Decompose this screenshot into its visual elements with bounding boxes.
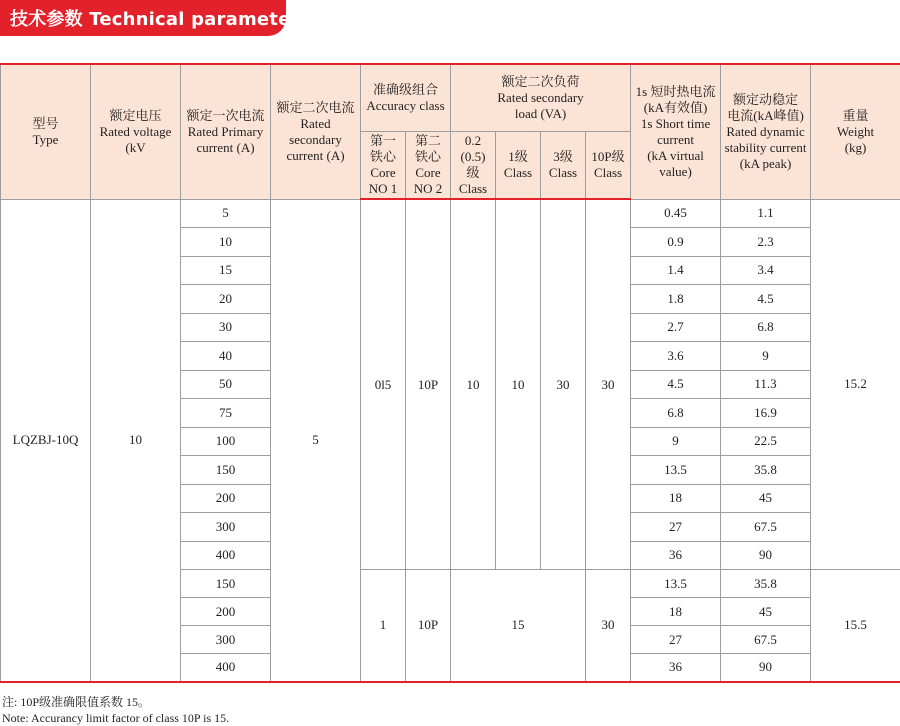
header-text-line: (kV: [125, 139, 146, 155]
short-time-current-cell: 3.6: [631, 342, 721, 371]
header-row-1: [1, 64, 900, 131]
header-text-line: current (A): [286, 147, 345, 163]
header-text-line: secondary: [289, 131, 342, 147]
dynamic-current-cell: 35.8: [721, 456, 811, 485]
header-load-1-class: [496, 131, 541, 199]
primary-current-cell: 100: [181, 427, 271, 456]
header-text-line: 型号: [32, 115, 59, 131]
load-10p-cell: 30: [586, 570, 631, 682]
table-row: [1, 199, 900, 228]
header-text-line: 重量: [842, 107, 869, 123]
short-time-current-cell: 18: [631, 484, 721, 513]
dynamic-current-cell: 3.4: [721, 256, 811, 285]
header-text-line: 额定二次电流: [276, 99, 355, 115]
header-text-line: Core: [370, 164, 396, 180]
header-text-line: 1s 短时热电流: [635, 83, 716, 99]
header-text-line: Rated: [300, 115, 331, 131]
dynamic-current-cell: 45: [721, 484, 811, 513]
type-cell: LQZBJ-10Q: [1, 199, 91, 682]
primary-current-cell: 150: [181, 456, 271, 485]
header-text-line: 3级: [553, 148, 573, 164]
short-time-current-cell: 1.8: [631, 285, 721, 314]
header-text-line: NO 1: [368, 180, 398, 196]
header-text-line: 额定电压: [109, 107, 162, 123]
dynamic-current-cell: 90: [721, 541, 811, 570]
dynamic-current-cell: 45: [721, 598, 811, 626]
header-load-0-2-class: [451, 131, 496, 199]
dynamic-current-cell: 67.5: [721, 626, 811, 654]
header-text-line: 准确级组合: [373, 81, 439, 97]
dynamic-current-cell: 16.9: [721, 399, 811, 428]
header-text-line: Class: [548, 164, 578, 180]
dynamic-current-cell: 11.3: [721, 370, 811, 399]
header-text-line: Rated Primary: [187, 123, 264, 139]
header-text-line: 1级: [508, 148, 528, 164]
header-rated-secondary-load: [451, 64, 631, 131]
header-text-line: 额定动稳定: [733, 91, 799, 107]
secondary-current-cell: 5: [271, 199, 361, 682]
rated-voltage-cell: 10: [91, 199, 181, 682]
load-1-cell: 10: [496, 199, 541, 570]
core-1-cell: 0l5: [361, 199, 406, 570]
header-text-line: 第一: [369, 132, 396, 148]
primary-current-cell: 200: [181, 598, 271, 626]
header-text-line: 电流(kA峰值): [727, 107, 804, 123]
core-2-cell: 10P: [406, 199, 451, 570]
header-text-line: Class: [593, 164, 623, 180]
primary-current-cell: 400: [181, 541, 271, 570]
header-text-line: current (A): [196, 139, 255, 155]
primary-current-cell: 10: [181, 228, 271, 257]
dynamic-current-cell: 22.5: [721, 427, 811, 456]
short-time-current-cell: 13.5: [631, 456, 721, 485]
primary-current-cell: 30: [181, 313, 271, 342]
short-time-current-cell: 9: [631, 427, 721, 456]
header-accuracy-class: [361, 64, 451, 131]
header-text-line: (0.5): [460, 148, 486, 164]
dynamic-current-cell: 1.1: [721, 199, 811, 228]
header-dynamic-stability-current: [721, 64, 811, 199]
header-text-line: 0.2: [464, 132, 482, 148]
header-text-line: 额定二次负荷: [501, 73, 580, 89]
short-time-current-cell: 18: [631, 598, 721, 626]
header-short-time-current: [631, 64, 721, 199]
header-rated-secondary-current: [271, 64, 361, 199]
header-load-10p-class: [586, 131, 631, 199]
primary-current-cell: 300: [181, 513, 271, 542]
header-weight: [811, 64, 900, 199]
header-text-line: Class: [503, 164, 533, 180]
header-rated-primary-current: [181, 64, 271, 199]
header-text-line: current: [657, 131, 694, 147]
primary-current-cell: 75: [181, 399, 271, 428]
short-time-current-cell: 27: [631, 626, 721, 654]
primary-current-cell: 150: [181, 570, 271, 598]
load-0-2-cell: 10: [451, 199, 496, 570]
primary-current-cell: 15: [181, 256, 271, 285]
primary-current-cell: 40: [181, 342, 271, 371]
header-text-line: 铁心: [415, 148, 442, 164]
header-text-line: (kg): [844, 139, 867, 155]
header-text-line: Weight: [836, 123, 875, 139]
header-text-line: load (VA): [514, 105, 567, 121]
short-time-current-cell: 27: [631, 513, 721, 542]
short-time-current-cell: 0.45: [631, 199, 721, 228]
short-time-current-cell: 13.5: [631, 570, 721, 598]
load-10p-cell: 30: [586, 199, 631, 570]
header-text-line: 额定一次电流: [186, 107, 265, 123]
short-time-current-cell: 0.9: [631, 228, 721, 257]
core-1-cell: 1: [361, 570, 406, 682]
primary-current-cell: 50: [181, 370, 271, 399]
dynamic-current-cell: 9: [721, 342, 811, 371]
weight-cell: 15.5: [811, 570, 900, 682]
header-text-line: Class: [458, 180, 488, 196]
dynamic-current-cell: 2.3: [721, 228, 811, 257]
title-banner: [0, 0, 300, 36]
primary-current-cell: 5: [181, 199, 271, 228]
dynamic-current-cell: 35.8: [721, 570, 811, 598]
primary-current-cell: 400: [181, 654, 271, 682]
primary-current-cell: 300: [181, 626, 271, 654]
load-1-cell: 15: [451, 570, 586, 682]
header-text-line: 级: [466, 164, 480, 180]
note-chinese: 注: 10P级准确限值系数 15。: [2, 695, 151, 709]
header-text-line: value): [659, 163, 692, 179]
header-core-2: [406, 131, 451, 199]
header-text-line: Rated dynamic: [726, 123, 805, 139]
note-english: Note: Accurancy limit factor of class 10P is 15.: [2, 711, 230, 725]
header-text-line: Rated voltage: [99, 123, 172, 139]
short-time-current-cell: 6.8: [631, 399, 721, 428]
header-rated-voltage: [91, 64, 181, 199]
primary-current-cell: 200: [181, 484, 271, 513]
core-2-cell: 10P: [406, 570, 451, 682]
header-text-line: (kA virtual: [647, 147, 704, 163]
short-time-current-cell: 36: [631, 654, 721, 682]
short-time-current-cell: 36: [631, 541, 721, 570]
header-text-line: (kA peak): [739, 155, 792, 171]
header-text-line: 第二: [415, 132, 442, 148]
dynamic-current-cell: 6.8: [721, 313, 811, 342]
dynamic-current-cell: 67.5: [721, 513, 811, 542]
header-text-line: 铁心: [369, 148, 396, 164]
header-text-line: stability current: [724, 139, 807, 155]
header-text-line: Type: [32, 131, 59, 147]
header-text-line: 1s Short time: [640, 115, 711, 131]
header-core-1: [361, 131, 406, 199]
weight-cell: 15.2: [811, 199, 900, 570]
header-text-line: 10P级: [591, 148, 625, 164]
header-text-line: Accuracy class: [366, 97, 445, 113]
short-time-current-cell: 2.7: [631, 313, 721, 342]
load-3-cell: 30: [541, 199, 586, 570]
dynamic-current-cell: 4.5: [721, 285, 811, 314]
page-title: 技术参数 Technical parameter: [10, 9, 300, 30]
header-text-line: NO 2: [413, 180, 443, 196]
short-time-current-cell: 4.5: [631, 370, 721, 399]
technical-parameter-table: [0, 63, 900, 683]
short-time-current-cell: 1.4: [631, 256, 721, 285]
header-text-line: Rated secondary: [497, 89, 584, 105]
dynamic-current-cell: 90: [721, 654, 811, 682]
header-text-line: (kA有效值): [643, 99, 708, 115]
header-load-3-class: [541, 131, 586, 199]
header-text-line: Core: [415, 164, 441, 180]
primary-current-cell: 20: [181, 285, 271, 314]
header-type: [1, 64, 91, 199]
